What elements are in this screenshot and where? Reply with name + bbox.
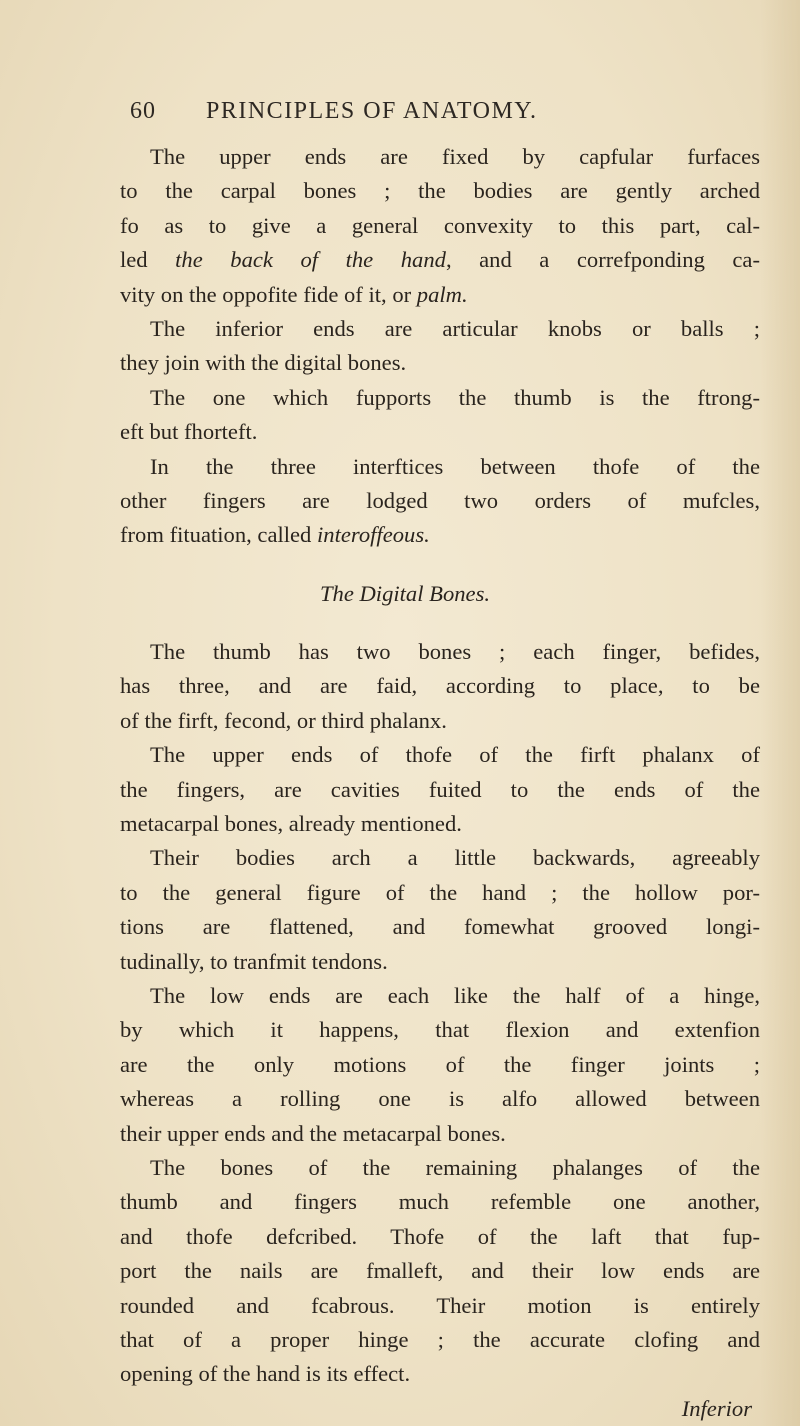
text-line: to the general figure of the hand ; the hollow por-: [120, 879, 760, 905]
catchword: Inferior: [681, 1395, 752, 1421]
text-line: by which it happens, that flexion and extenfion: [120, 1017, 760, 1043]
text-line: opening of the hand is its effect.: [120, 1361, 411, 1387]
text-line: fo as to give a general convexity to this part, cal-: [120, 212, 760, 238]
text-line: thumb and fingers much refemble one another,: [120, 1189, 760, 1215]
text-line: has three, and are faid, according to place, to be: [120, 673, 760, 699]
text-line: [120, 278, 760, 312]
text-line: The one which fupports the thumb is the ftrong-: [150, 384, 760, 410]
text-line: rounded and fcabrous. Their motion is entirely: [120, 1292, 760, 1318]
text-line: tions are flattened, and fomewhat grooved longi-: [120, 914, 760, 940]
page-edge-shadow: [760, 0, 800, 1426]
italic-term: interoffeous.: [317, 522, 430, 548]
text-line: The upper ends of thofe of the firft phalanx of: [150, 742, 760, 768]
section-heading: The Digital Bones.: [319, 580, 491, 606]
text-run: led: [120, 247, 176, 273]
text-line: other fingers are lodged two orders of mufcles,: [120, 487, 760, 513]
text-line: are the only motions of the finger joints ;: [120, 1051, 760, 1077]
text-line: tudinally, to tranfmit tendons.: [120, 948, 388, 974]
text-line: [120, 518, 760, 552]
text-line: The bones of the remaining phalanges of the: [150, 1154, 760, 1180]
paragraph-metacarpal: [120, 140, 760, 553]
text-line: The low ends are each like the half of a hinge,: [150, 982, 760, 1008]
text-line: they join with the digital bones.: [120, 350, 407, 376]
text-line: The upper ends are fixed by capfular furfaces: [150, 144, 760, 169]
text-line: their upper ends and the metacarpal bones.: [120, 1120, 506, 1146]
text-line: [120, 243, 760, 277]
page-number: 60: [130, 98, 156, 124]
text-line: The inferior ends are articular knobs or balls ;: [150, 315, 760, 341]
italic-term: palm.: [416, 281, 468, 307]
text-line: The thumb has two bones ; each finger, befides,: [150, 639, 760, 665]
text-line: that of a proper hinge ; the accurate clofing and: [120, 1326, 760, 1352]
paragraph-digital-bones: [120, 635, 760, 1392]
text-run: from fituation, called: [120, 522, 318, 548]
text-line: Their bodies arch a little backwards, agreeably: [150, 845, 760, 871]
text-line: eft but fhorteft.: [120, 419, 258, 445]
italic-term: the back of the hand: [175, 247, 446, 273]
text-line: port the nails are fmalleft, and their low ends are: [120, 1258, 760, 1284]
text-line: of the firft, fecond, or third phalanx.: [120, 707, 447, 733]
running-head: [130, 98, 750, 130]
body-text: [120, 140, 760, 1426]
text-line: the fingers, are cavities fuited to the ends of the: [120, 776, 760, 802]
text-line: metacarpal bones, already mentioned.: [120, 811, 462, 837]
text-run: , and a correfponding ca-: [445, 247, 760, 273]
text-line: to the carpal bones ; the bodies are gently arched: [120, 178, 760, 204]
text-line: whereas a rolling one is alfo allowed between: [120, 1086, 760, 1112]
running-title: PRINCIPLES OF ANATOMY.: [206, 98, 538, 124]
text-run: vity on the oppofite fide of it, or: [120, 281, 417, 307]
text-line: and thofe defcribed. Thofe of the laft that fup-: [120, 1223, 760, 1249]
text-line: In the three interftices between thofe of the: [150, 453, 760, 479]
